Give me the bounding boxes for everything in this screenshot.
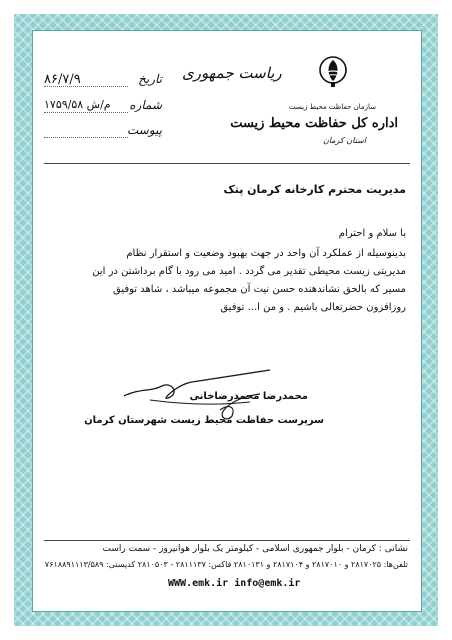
footer-divider bbox=[44, 540, 410, 541]
signer-name: محمدرضا محمدرضاخانی bbox=[189, 391, 308, 402]
doe-emblem-icon bbox=[318, 56, 348, 88]
footer-web: WWW.emk.ir info@emk.ir bbox=[168, 578, 301, 589]
org-name: اداره کل حفاظت محیط زیست bbox=[230, 116, 398, 131]
body-line-2: مدیریتی زیست محیطی تقدیر می گردد . امید می رود با گام برداشتن در این bbox=[92, 266, 406, 277]
body-line-1: بدینوسیله از عملکرد آن واحد در جهت بهبود وضعیت و استقرار نظام bbox=[126, 248, 406, 259]
recipient-line: مدیریت محترم کارخانه کرمان پتک bbox=[223, 183, 406, 196]
presidency-heading: ریاست جمهوری bbox=[182, 64, 282, 82]
date-label: تاریخ bbox=[138, 72, 162, 86]
date-row bbox=[44, 72, 162, 88]
number-row bbox=[44, 98, 162, 114]
greeting: با سلام و احترام bbox=[338, 228, 406, 239]
org-name-small: سازمان حفاظت محیط زیست bbox=[289, 103, 376, 111]
footer-address: نشانی : کرمان - بلوار جمهوری اسلامی - کیلومتر یک بلوار هوانیروز - سمت راست bbox=[102, 544, 408, 554]
signer-title: سرپرست حفاظت محیط زیست شهرستان کرمان bbox=[84, 415, 324, 426]
org-province: استان کرمان bbox=[322, 136, 366, 145]
body-line-4: روزافزون حضرتعالی باشیم . و من ا... توفیق bbox=[220, 302, 406, 313]
body-line-3: مسیر که بالحق نشاندهنده حسن نیت آن مجموعه میباشد ، شاهد توفیق bbox=[112, 284, 406, 295]
header-divider bbox=[44, 163, 410, 164]
number-label: شماره bbox=[129, 98, 162, 112]
attachment-row bbox=[44, 123, 162, 139]
number-value: ۱۷۵۹/۵۸ م/ش bbox=[44, 98, 111, 111]
attachment-label: پیوست bbox=[127, 123, 162, 137]
footer-phones: تلفن‌ها: ۲۸۱۷۰۲۵ و ۲۸۱۷۰۱۰ و ۲۸۱۷۱۰۴ و ۲۸۱۰۱۳۱ فاکس: ۲۸۱۱۱۳۷ - ۲۸۱۰۵۰۳ کدپستی: ۷۶۱۸۸۹۱۱۱۳/۵۸۹ bbox=[44, 560, 408, 569]
date-value: ۸۶/۷/۹ bbox=[44, 72, 81, 87]
